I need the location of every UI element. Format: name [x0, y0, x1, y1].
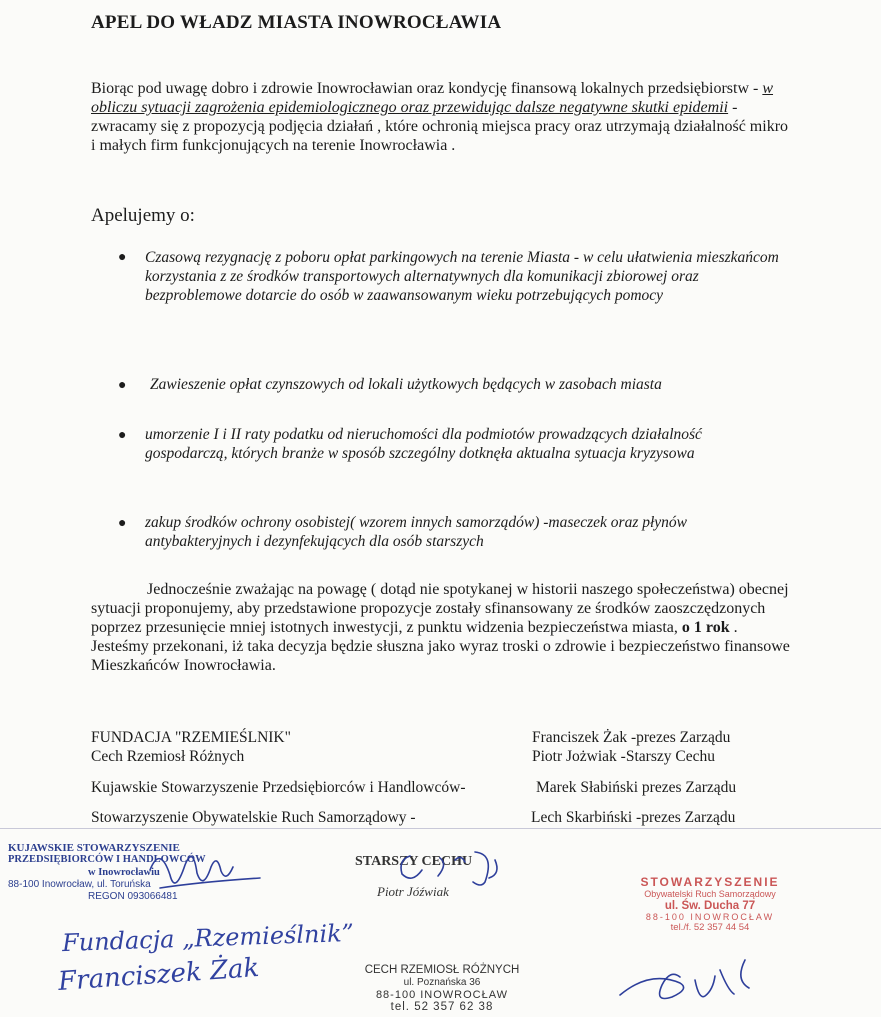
stamp-line: KUJAWSKIE STOWARZYSZENIE: [8, 842, 180, 854]
intro-text-2: - zwracamy się z propozycją podjęcia działań , które ochronią miejsca pracy oraz utrzymają działalność mikro i małych firm funkcjonujących na terenie Inowrocławia .: [91, 99, 789, 154]
closing-paragraph: [91, 580, 791, 675]
closing-text-1: Jednocześnie zważając na powagę ( dotąd nie spotykanej w historii naszego społeczeństwa) obecnej sytuacji proponujemy, aby przedstawione propozycje zostały sfinansowany ze środków zaoszczędzonych poprzez przesunięcie mniej istotnych inwestycji, z punktu widzenia bezpieczeństwa miasta,: [91, 581, 789, 636]
handwritten-foundation: Fundacja „Rzemieślnik”: [61, 918, 355, 958]
stamp-line: ul. Poznańska 36: [403, 977, 481, 988]
handwritten-name: Franciszek Żak: [57, 953, 261, 997]
closing-text-3: Jesteśmy przekonani, iż taka decyzja będzie słuszna jako wyraz troski o zdrowie i bezpieczeństwo finansowe Mieszkańców Inowrocławia.: [91, 638, 790, 674]
stamp-line: tel./f. 52 357 44 54: [670, 922, 750, 933]
signatory-org-1: FUNDACJA "RZEMIEŚLNIK": [91, 729, 291, 746]
appeal-heading: Apelujemy o:: [91, 205, 195, 226]
appeal-item-3: umorzenie I i II raty podatku od nieruchomości dla podmiotów prowadzących działalność gospodarczą, których branże w sposób szczególny dotknęła aktualna sytuacja kryzysowa: [145, 426, 702, 462]
appeal-item-4: zakup środków ochrony osobistej( wzorem innych samorządów) -maseczek oraz płynów antybakteryjnych i dezynfekujących dla osób starszych: [145, 514, 688, 550]
document-title: APEL DO WŁADZ MIASTA INOWROCŁAWIA: [91, 12, 502, 33]
signatory-org-2: Cech Rzemiosł Różnych: [91, 748, 245, 765]
stamp-line: Piotr Jóźwiak: [377, 884, 449, 899]
stamp-line: 88-100 INOWROCŁAW: [645, 912, 775, 922]
stamp-line: CECH RZEMIOSŁ RÓŻNYCH: [364, 964, 520, 976]
bullet-icon: ●: [118, 378, 127, 393]
signatory-org-3: Kujawskie Stowarzyszenie Przedsiębiorców i Handlowców-: [91, 779, 466, 796]
signature-scribbles: [0, 830, 881, 1017]
closing-bold: o 1 rok: [681, 619, 730, 636]
stamp-line: STARSZY CECHU: [355, 854, 473, 869]
signatory-person-4: Lech Skarbiński -prezes Zarządu: [531, 809, 736, 826]
stamp-line: ul. Św. Ducha 77: [664, 900, 756, 912]
stamp-line: PRZEDSIĘBIORCÓW I HANDLOWCÓW: [8, 854, 206, 865]
stamp-line: w Inowrocławiu: [88, 867, 160, 878]
ruch-signature: [620, 960, 749, 999]
signatory-person-1: Franciszek Żak -prezes Zarządu: [532, 729, 731, 746]
bullet-icon: ●: [118, 516, 127, 531]
divider: [0, 828, 881, 829]
appeal-item-1: Czasową rezygnację z poboru opłat parkingowych na terenie Miasta - w celu ułatwienia mieszkańcom korzystania z ze środków transportowych alternatywnych dla komunikacji zbiorowej oraz bezproblemowe dotarcie do osób w zaawansowanym wieku potrzebujących pomocy: [145, 249, 779, 304]
starszy-signature: [401, 852, 497, 885]
bullet-icon: ●: [118, 428, 127, 443]
intro-emphasis: w obliczu sytuacji zagrożenia epidemiologicznego oraz przewidując dalsze negatywne skutki epidemii: [91, 80, 774, 116]
stamp-line: REGON 093066481: [88, 891, 178, 902]
kujawskie-signature: [150, 857, 260, 888]
signatory-org-4: Stowarzyszenie Obywatelskie Ruch Samorządowy -: [91, 809, 416, 826]
stamp-line: tel. 52 357 62 38: [390, 1001, 494, 1013]
intro-text-1: Biorąc pod uwagę dobro i zdrowie Inowrocławian oraz kondycję finansową lokalnych przedsiębiorstw -: [91, 80, 763, 97]
appeal-item-2: Zawieszenie opłat czynszowych od lokali użytkowych będących w zasobach miasta: [150, 376, 662, 393]
intro-paragraph: [91, 79, 791, 155]
stamp-line: 88-100 INOWROCŁAW: [375, 989, 509, 1001]
closing-text-2: .: [729, 619, 738, 636]
stamp-line: 88-100 Inowrocław, ul. Toruńska: [8, 879, 151, 890]
signatory-person-2: Piotr Jożwiak -Starszy Cechu: [532, 748, 715, 765]
signatory-person-3: Marek Słabiński prezes Zarządu: [536, 779, 737, 796]
stamp-line: STOWARZYSZENIE: [640, 875, 780, 889]
stamp-line: Obywatelski Ruch Samorządowy: [644, 889, 776, 899]
bullet-icon: ●: [118, 250, 127, 265]
